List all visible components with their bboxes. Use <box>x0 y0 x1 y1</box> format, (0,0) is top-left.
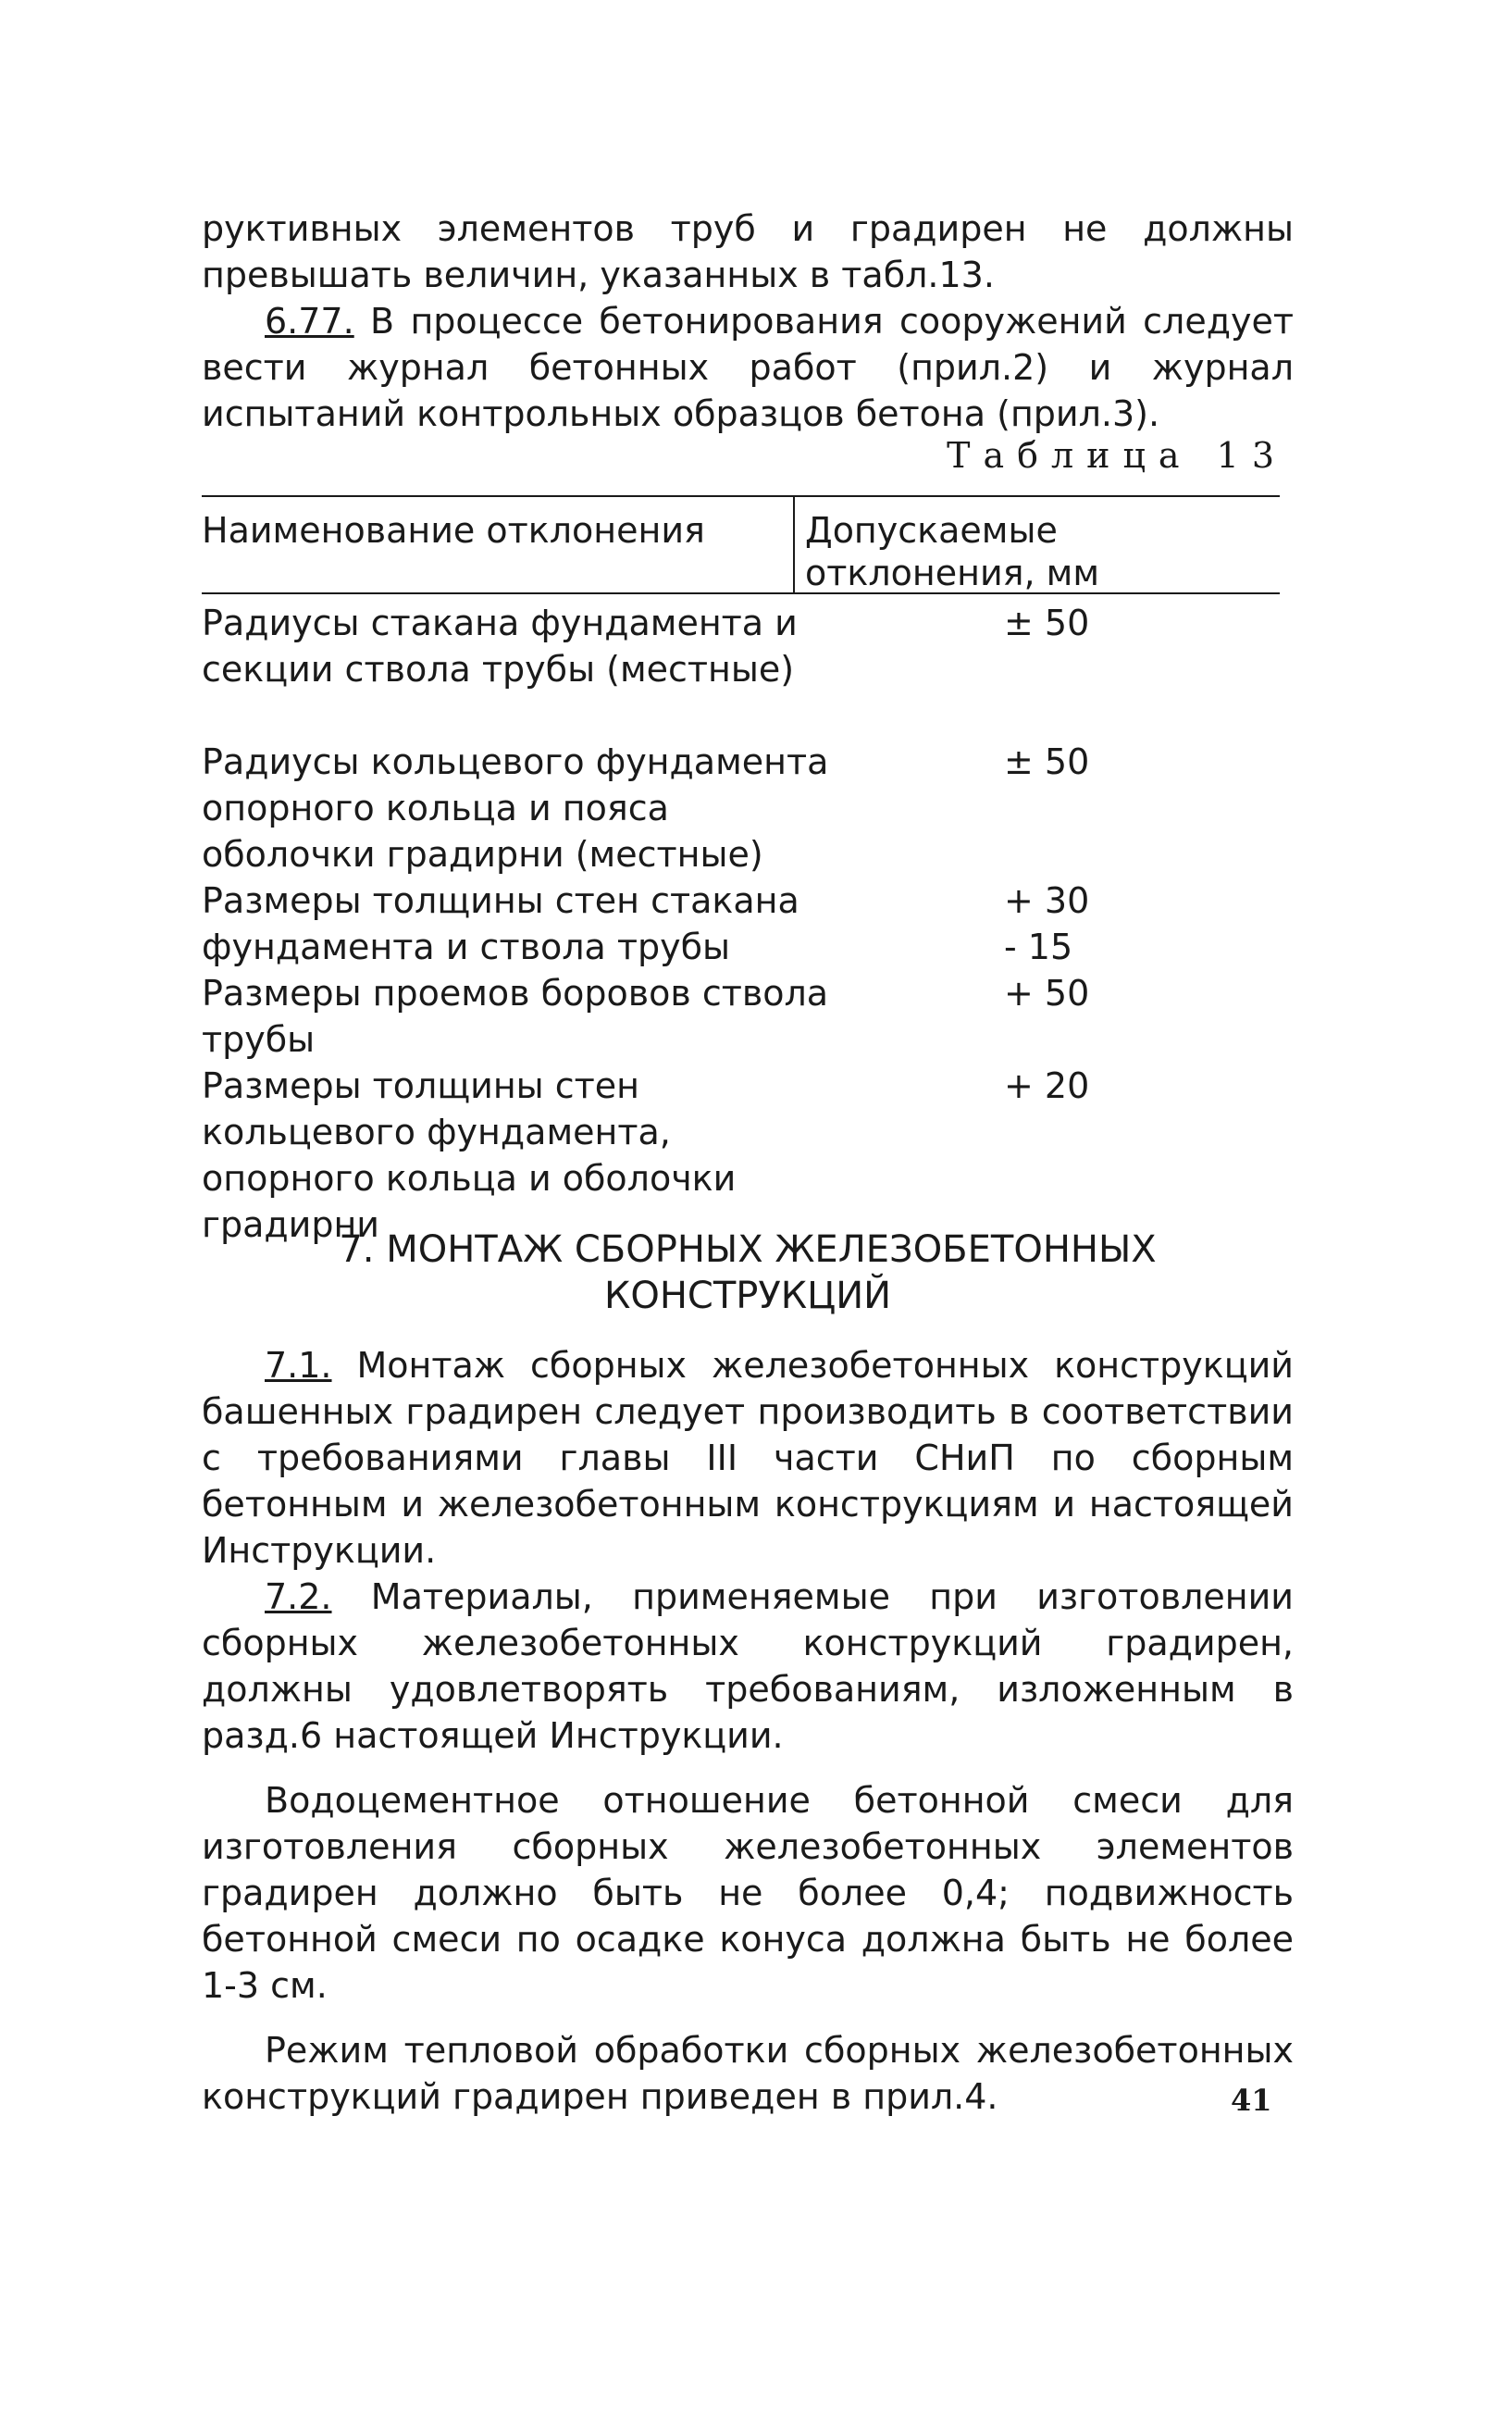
table-row-2-value: ± 50 <box>1004 741 1090 782</box>
table-row-1-name: Радиусы стакана фундамента и секции ствола трубы (местные) <box>202 603 798 690</box>
paragraph-7-1-text: Монтаж сборных железобетонных конструкций башенных градирен следует производить в соответствии с требованиями главы III части СНиП по сборным бетонным и железобетонным конструкциям и настоящей Инструкции. <box>202 1345 1294 1571</box>
paragraph-heat-treatment <box>202 2027 1294 2120</box>
table-row-3-name: Размеры толщины стен стакана фундамента и ствола трубы <box>202 880 799 967</box>
table-row-4-value: + 50 <box>1004 973 1090 1014</box>
table-column-divider <box>793 495 795 594</box>
table-row-5-value: + 20 <box>1004 1065 1090 1106</box>
intro-continuation-text: руктивных элементов труб и градирен не должны превышать величин, указанных в табл.13. <box>202 208 1294 295</box>
table-top-rule <box>202 495 1280 497</box>
paragraph-water-cement-text: Водоцементное отношение бетонной смеси для изготовления сборных железобетонных элементов градирен должно быть не более 0,4; подвижность бетонной смеси по осадке конуса должна быть не более 1-3 см. <box>202 1780 1294 2006</box>
section-title-line-1: 7. МОНТАЖ СБОРНЫХ ЖЕЛЕЗОБЕТОННЫХ <box>339 1228 1157 1271</box>
paragraph-7-2 <box>202 1574 1294 1759</box>
paragraph-6-77-text: В процессе бетонирования сооружений следует вести журнал бетонных работ (прил.2) и журнал испытаний контрольных образцов бетона (прил.3). <box>202 301 1294 434</box>
section-title-line-2: КОНСТРУКЦИЙ <box>603 1275 892 1317</box>
paragraph-6-77 <box>202 298 1294 437</box>
table-row-1-value: ± 50 <box>1004 603 1090 643</box>
table-header-name: Наименование отклонения <box>202 510 705 551</box>
table-row-2-name: Радиусы кольцевого фундамента опорного кольца и пояса оболочки градирни (местные) <box>202 741 829 875</box>
paragraph-6-77-number: 6.77. <box>265 301 354 342</box>
paragraph-7-1-number: 7.1. <box>265 1345 332 1386</box>
paragraph-water-cement <box>202 1777 1294 2009</box>
paragraph-7-1 <box>202 1342 1294 1574</box>
paragraph-heat-treatment-text: Режим тепловой обработки сборных железобетонных конструкций градирен приведен в прил.4. <box>202 2030 1294 2117</box>
page-number: 41 <box>1231 2083 1272 2118</box>
table-header-value: Допускаемые отклонения, мм <box>805 510 1099 593</box>
intro-continuation-paragraph <box>202 205 1294 298</box>
paragraph-7-2-text: Материалы, применяемые при изготовлении сборных железобетонных конструкций градирен, должны удовлетворять требованиям, изложенным в разд.6 настоящей Инструкции. <box>202 1576 1294 1756</box>
table-row-5-name: Размеры толщины стен кольцевого фундамента, опорного кольца и оболочки градирни <box>202 1065 737 1245</box>
paragraph-7-2-number: 7.2. <box>265 1576 332 1617</box>
table-caption: Таблица 13 <box>947 435 1287 476</box>
table-row-4-name: Размеры проемов боровов ствола трубы <box>202 973 829 1060</box>
table-row-3-value: + 30 - 15 <box>1004 880 1090 967</box>
